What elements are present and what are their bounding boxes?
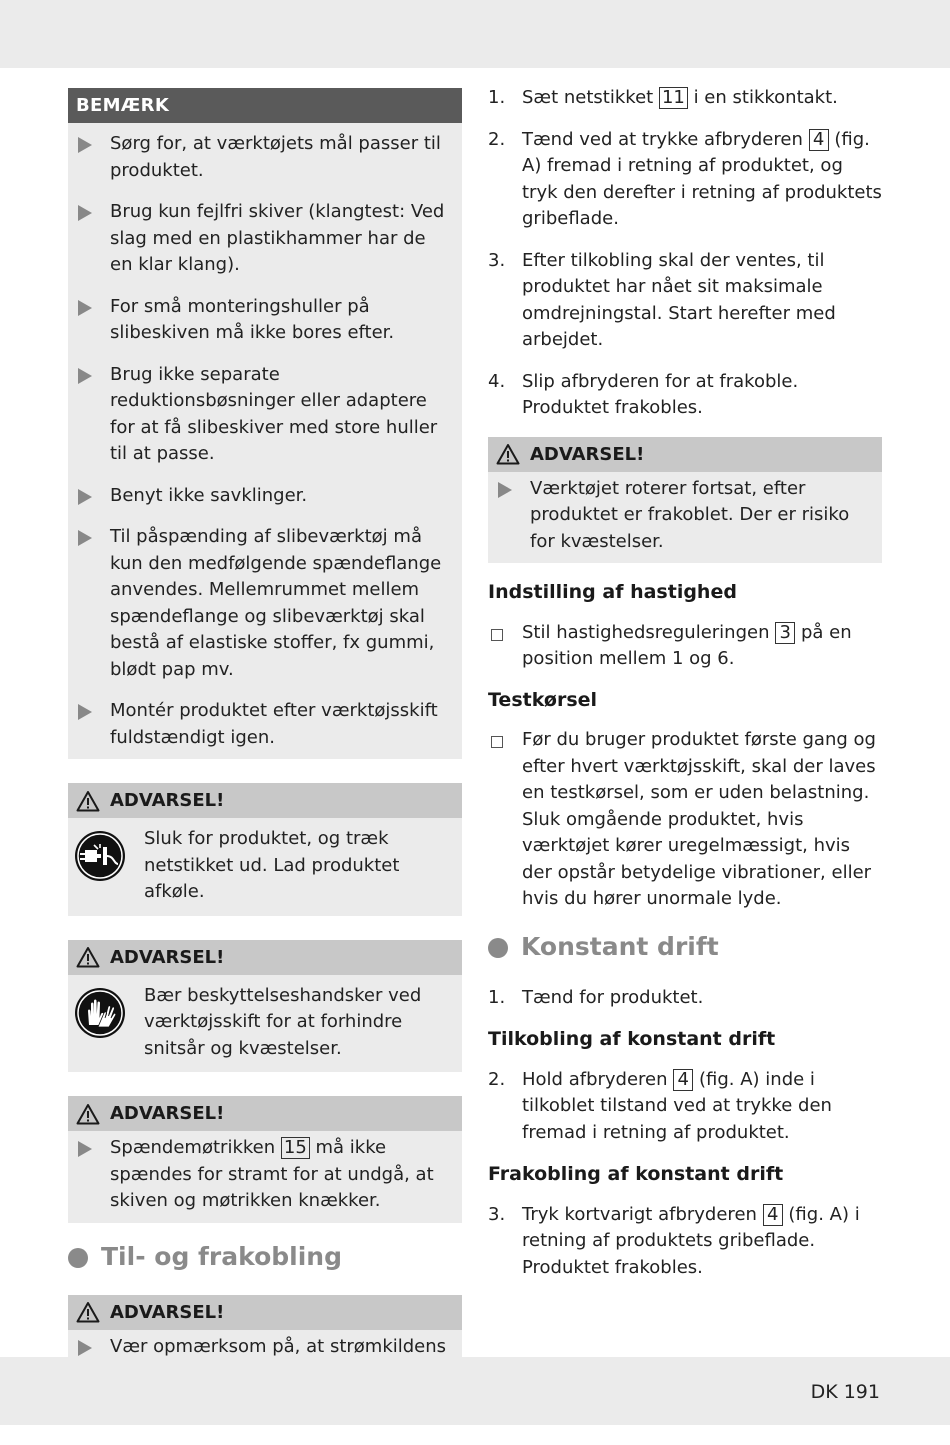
section-bullet-icon — [488, 938, 508, 958]
warning-header — [488, 437, 882, 472]
part-reference: 4 — [673, 1069, 693, 1091]
warning-triangle-icon — [76, 1301, 100, 1323]
triangle-bullet-icon — [78, 530, 92, 546]
warning-item: Vær opmærksom på, at strømkildens — [78, 1334, 452, 1414]
triangle-bullet-icon — [78, 137, 92, 153]
warning-header — [68, 783, 462, 818]
warning-unplug-text: Sluk for produktet, og træk netstikket ud. Lad produktet afkøle. — [144, 828, 400, 902]
part-reference: 15 — [281, 1137, 310, 1159]
warning-title: ADVARSEL! — [110, 1103, 225, 1124]
page-header-band — [0, 0, 950, 68]
speed-instruction: Stil hastighedsreguleringen 3 på en position mellem 1 og 6. — [488, 620, 882, 673]
note-box-title: BEMÆRK — [68, 88, 462, 123]
speed-heading: Indstilling af hastighed — [488, 581, 737, 603]
step-item: 3. Tryk kortvarigt afbryderen 4 (fig. A) i retning af produktets gribeflade. Produktet frakobles. — [488, 1203, 860, 1278]
warning-item: Værktøjet roterer fortsat, efter produktet er frakoblet. Der er risiko for kvæstelser. — [498, 476, 872, 556]
note-box — [68, 88, 462, 759]
triangle-bullet-icon — [78, 704, 92, 720]
warning-header — [68, 1096, 462, 1131]
note-item: For små monteringshuller på slibeskiven må ikke bores efter. — [78, 294, 452, 347]
step-item: 2. Hold afbryderen 4 (fig. A) inde i tilkoblet tilstand ved at trykke den fremad i retning af produktet. — [488, 1068, 832, 1143]
left-column — [68, 88, 462, 1445]
warning-unplug-box — [68, 783, 462, 916]
gloves-icon — [74, 987, 126, 1039]
triangle-bullet-icon — [78, 300, 92, 316]
triangle-bullet-icon — [498, 482, 512, 498]
warning-rotate-box — [488, 437, 882, 564]
warning-header — [68, 1295, 462, 1330]
note-item: Sørg for, at værktøjets mål passer til produktet. — [78, 131, 452, 184]
step-item: 1. Tænd for produktet. — [488, 986, 704, 1008]
step-item: 4. Slip afbryderen for at frakoble. Produktet frakobles. — [488, 370, 799, 418]
section-heading-onoff: Til- og frakobling — [68, 1241, 462, 1275]
note-item: Montér produktet efter værktøjsskift fuldstændigt igen. — [78, 698, 452, 751]
part-reference: 4 — [809, 129, 829, 151]
part-reference: 3 — [775, 622, 795, 644]
square-bullet-icon — [491, 629, 503, 641]
warning-triangle-icon — [76, 946, 100, 968]
triangle-bullet-icon — [78, 368, 92, 384]
constant-off-heading: Frakobling af konstant drift — [488, 1163, 784, 1185]
right-column — [488, 85, 882, 1296]
note-item: Brug ikke separate reduktionsbøsninger eller adaptere for at få slibeskiver med store huller til at passe. — [78, 362, 452, 468]
page-footer-band — [0, 1357, 950, 1425]
part-reference: 4 — [763, 1204, 783, 1226]
section-bullet-icon — [68, 1248, 88, 1268]
step-item: 2. Tænd ved at trykke afbryderen 4 (fig. A) fremad i retning af produktet, og tryk den derefter i retning af produktets gribeflade. — [488, 128, 882, 229]
warning-title: ADVARSEL! — [530, 443, 645, 465]
warning-gloves-box — [68, 940, 462, 1073]
warning-header — [68, 940, 462, 975]
constant-on-heading: Tilkobling af konstant drift — [488, 1028, 776, 1050]
page-number: DK 191 — [810, 1381, 880, 1403]
test-heading: Testkørsel — [488, 688, 598, 711]
warning-rotate-body — [488, 472, 882, 564]
triangle-bullet-icon — [78, 1141, 92, 1157]
step-item: 1. Sæt netstikket 11 i en stikkontakt. — [488, 87, 838, 108]
triangle-bullet-icon — [78, 489, 92, 505]
warning-triangle-icon — [496, 443, 520, 465]
test-instruction: Før du bruger produktet første gang og efter hvert værktøjsskift, skal der laves en testkørsel, som er uden belastning. Sluk omgående produktet, hvis værktøjet kører uregelmæssigt, hvis der opstår betydelige vibrationer, eller hvis du hører unormale lyde. — [488, 727, 882, 913]
triangle-bullet-icon — [78, 1340, 92, 1356]
note-box-body — [68, 123, 462, 759]
warning-triangle-icon — [76, 1103, 100, 1125]
warning-unplug-body — [68, 818, 462, 916]
note-item: Til påspænding af slibeværktøj må kun den medfølgende spændeflange anvendes. Mellemrummet mellem spændeflange og slibeværktøj skal bestå af elastiske stoffer, fx gummi, blødt pap mv. — [78, 524, 452, 683]
warning-title: ADVARSEL! — [110, 946, 225, 968]
warning-title: ADVARSEL! — [110, 790, 225, 811]
warning-item: Spændemøtrikken 15 må ikke spændes for stramt for at undgå, at skiven og møtrikken knækker. — [78, 1135, 452, 1215]
step-item: 3. Efter tilkobling skal der ventes, til produktet har nået sit maksimale omdrejningstal. Start herefter med arbejdet. — [488, 249, 836, 350]
warning-triangle-icon — [76, 790, 100, 812]
note-item: Benyt ikke savklinger. — [78, 483, 452, 510]
warning-title: ADVARSEL! — [110, 1301, 225, 1323]
warning-nut-box — [68, 1096, 462, 1223]
note-item: Brug kun fejlfri skiver (klangtest: Ved slag med en plastikhammer har de en klar klang). — [78, 199, 452, 279]
warning-nut-body — [68, 1131, 462, 1223]
part-reference: 11 — [659, 87, 688, 109]
warning-gloves-body — [68, 975, 462, 1073]
triangle-bullet-icon — [78, 205, 92, 221]
warning-gloves-text: Bær beskyttelseshandsker ved værktøjsskift for at forhindre snitsår og kvæstelser. — [144, 984, 422, 1059]
square-bullet-icon — [491, 736, 503, 748]
unplug-icon — [74, 830, 126, 882]
section-heading-constant: Konstant drift — [488, 931, 882, 965]
